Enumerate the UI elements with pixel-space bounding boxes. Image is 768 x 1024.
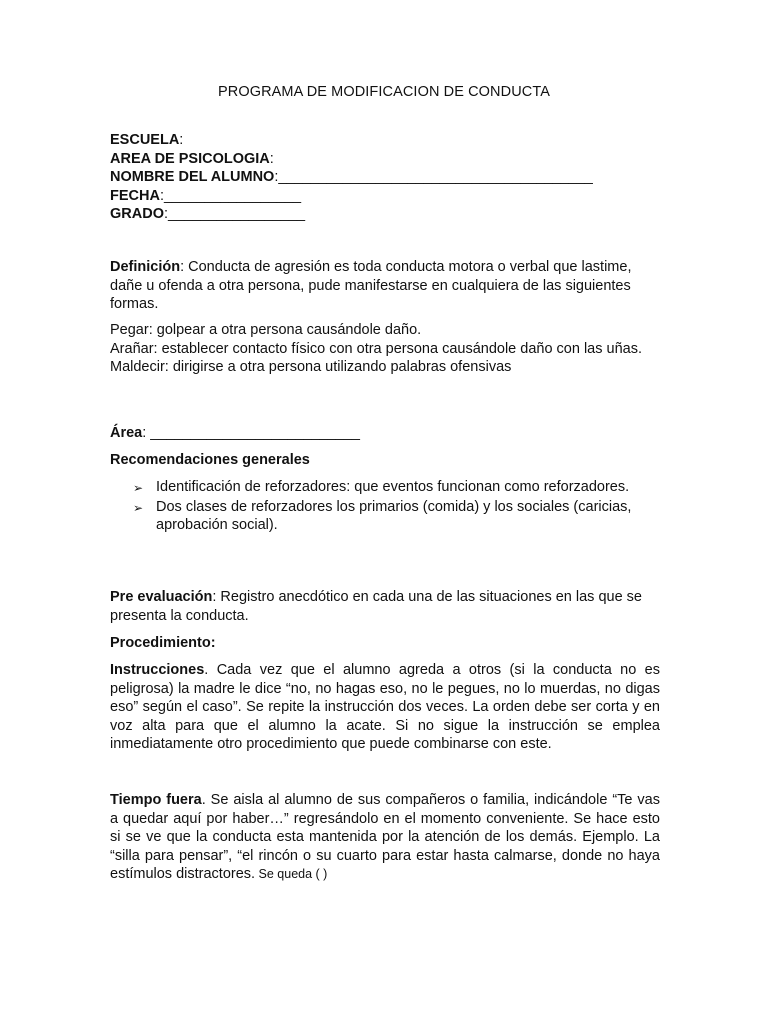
nombre-alumno-label: NOMBRE DEL ALUMNO — [110, 169, 275, 185]
area-psicologia-field — [110, 150, 593, 169]
list-item-text: Identificación de reforzadores: que eventos funcionan como reforzadores. — [156, 479, 630, 495]
area-blank: : __________________________ — [142, 425, 360, 441]
formas-paragraph — [110, 321, 660, 377]
pre-evaluacion-text: : Registro anecdótico en cada una de las situaciones en las que se presenta la conducta. — [110, 589, 642, 624]
arrow-bullet-icon: ➢ — [133, 500, 144, 515]
area-psicologia-colon: : — [269, 150, 274, 167]
recomendaciones-heading-text: Recomendaciones generales — [110, 452, 310, 468]
fecha-blank: :_________________ — [159, 187, 302, 204]
recomendaciones-list — [133, 478, 653, 535]
instrucciones-label: Instrucciones — [110, 662, 205, 678]
procedimiento-heading-text: Procedimiento: — [110, 635, 216, 651]
definicion-label: Definición — [110, 259, 181, 275]
instrucciones-text: . Cada vez que el alumno agreda a otros (si la conducta no es peligrosa) la madre le dice “no, no hagas eso, no le pegues, no lo muerdas, no digas eso” según el caso”. Se repite la instrucción dos veces. La orden debe ser corta y en voz alta para que el alumno la acate. Si no sigue la instrucción se emplea inmediatamente otro procedimiento que puede combinarse con este. — [110, 662, 660, 752]
instrucciones-paragraph — [110, 661, 660, 754]
arrow-bullet-icon: ➢ — [133, 481, 144, 495]
forma-maldecir: Maldecir: dirigirse a otra persona utilizando palabras ofensivas — [110, 359, 512, 375]
procedimiento-heading — [110, 634, 660, 653]
tiempo-fuera-label: Tiempo fuera — [110, 792, 202, 808]
nombre-alumno-blank: :_______________________________________ — [274, 169, 593, 185]
definicion-text: : Conducta de agresión es toda conducta motora o verbal que lastime, dañe u ofenda a otra persona, pude manifestarse en cualquiera de las siguientes formas. — [110, 259, 632, 312]
document-title: PROGRAMA DE MODIFICACION DE CONDUCTA — [217, 84, 551, 100]
fecha-field — [110, 187, 593, 206]
escuela-label: ESCUELA — [110, 132, 180, 148]
area-label: Área — [110, 425, 143, 441]
tiempo-fuera-paragraph — [110, 791, 660, 884]
grado-blank: :_________________ — [163, 206, 306, 222]
grado-label: GRADO — [110, 206, 164, 222]
escuela-colon: : — [179, 132, 184, 148]
tiempo-fuera-text: . Se aisla al alumno de sus compañeros o familia, indicándole “Te vas a quedar aquí por haber…” regresándolo en el momento conveniente. Se hace esto si se ve que la conducta esta mantenida por la atención de los demás. Ejemplo. La “silla para pensar”, “el rincón o su cuarto para estar hasta calmarse, donde no haya estímulos distractores. — [110, 792, 660, 882]
header-fields — [110, 131, 593, 224]
pre-evaluacion-paragraph — [110, 588, 660, 625]
list-item-text: Dos clases de reforzadores los primarios (comida) y los sociales (caricias, aprobación social). — [156, 498, 632, 533]
definicion-paragraph — [110, 258, 660, 314]
tiempo-fuera-tail: Se queda ( ) — [255, 867, 328, 881]
grado-field — [110, 205, 593, 224]
pre-evaluacion-label: Pre evaluación — [110, 589, 213, 605]
nombre-alumno-field — [110, 168, 593, 187]
list-item — [133, 498, 653, 535]
list-item — [133, 478, 653, 498]
area-psicologia-label: AREA DE PSICOLOGIA — [110, 150, 270, 167]
area-field — [110, 424, 660, 443]
forma-pegar: Pegar: golpear a otra persona causándole daño. — [110, 322, 422, 338]
escuela-field — [110, 131, 593, 150]
fecha-label: FECHA — [110, 187, 160, 204]
recomendaciones-heading — [110, 451, 660, 470]
forma-aranar: Arañar: establecer contacto físico con otra persona causándole daño con las uñas. — [110, 340, 642, 357]
